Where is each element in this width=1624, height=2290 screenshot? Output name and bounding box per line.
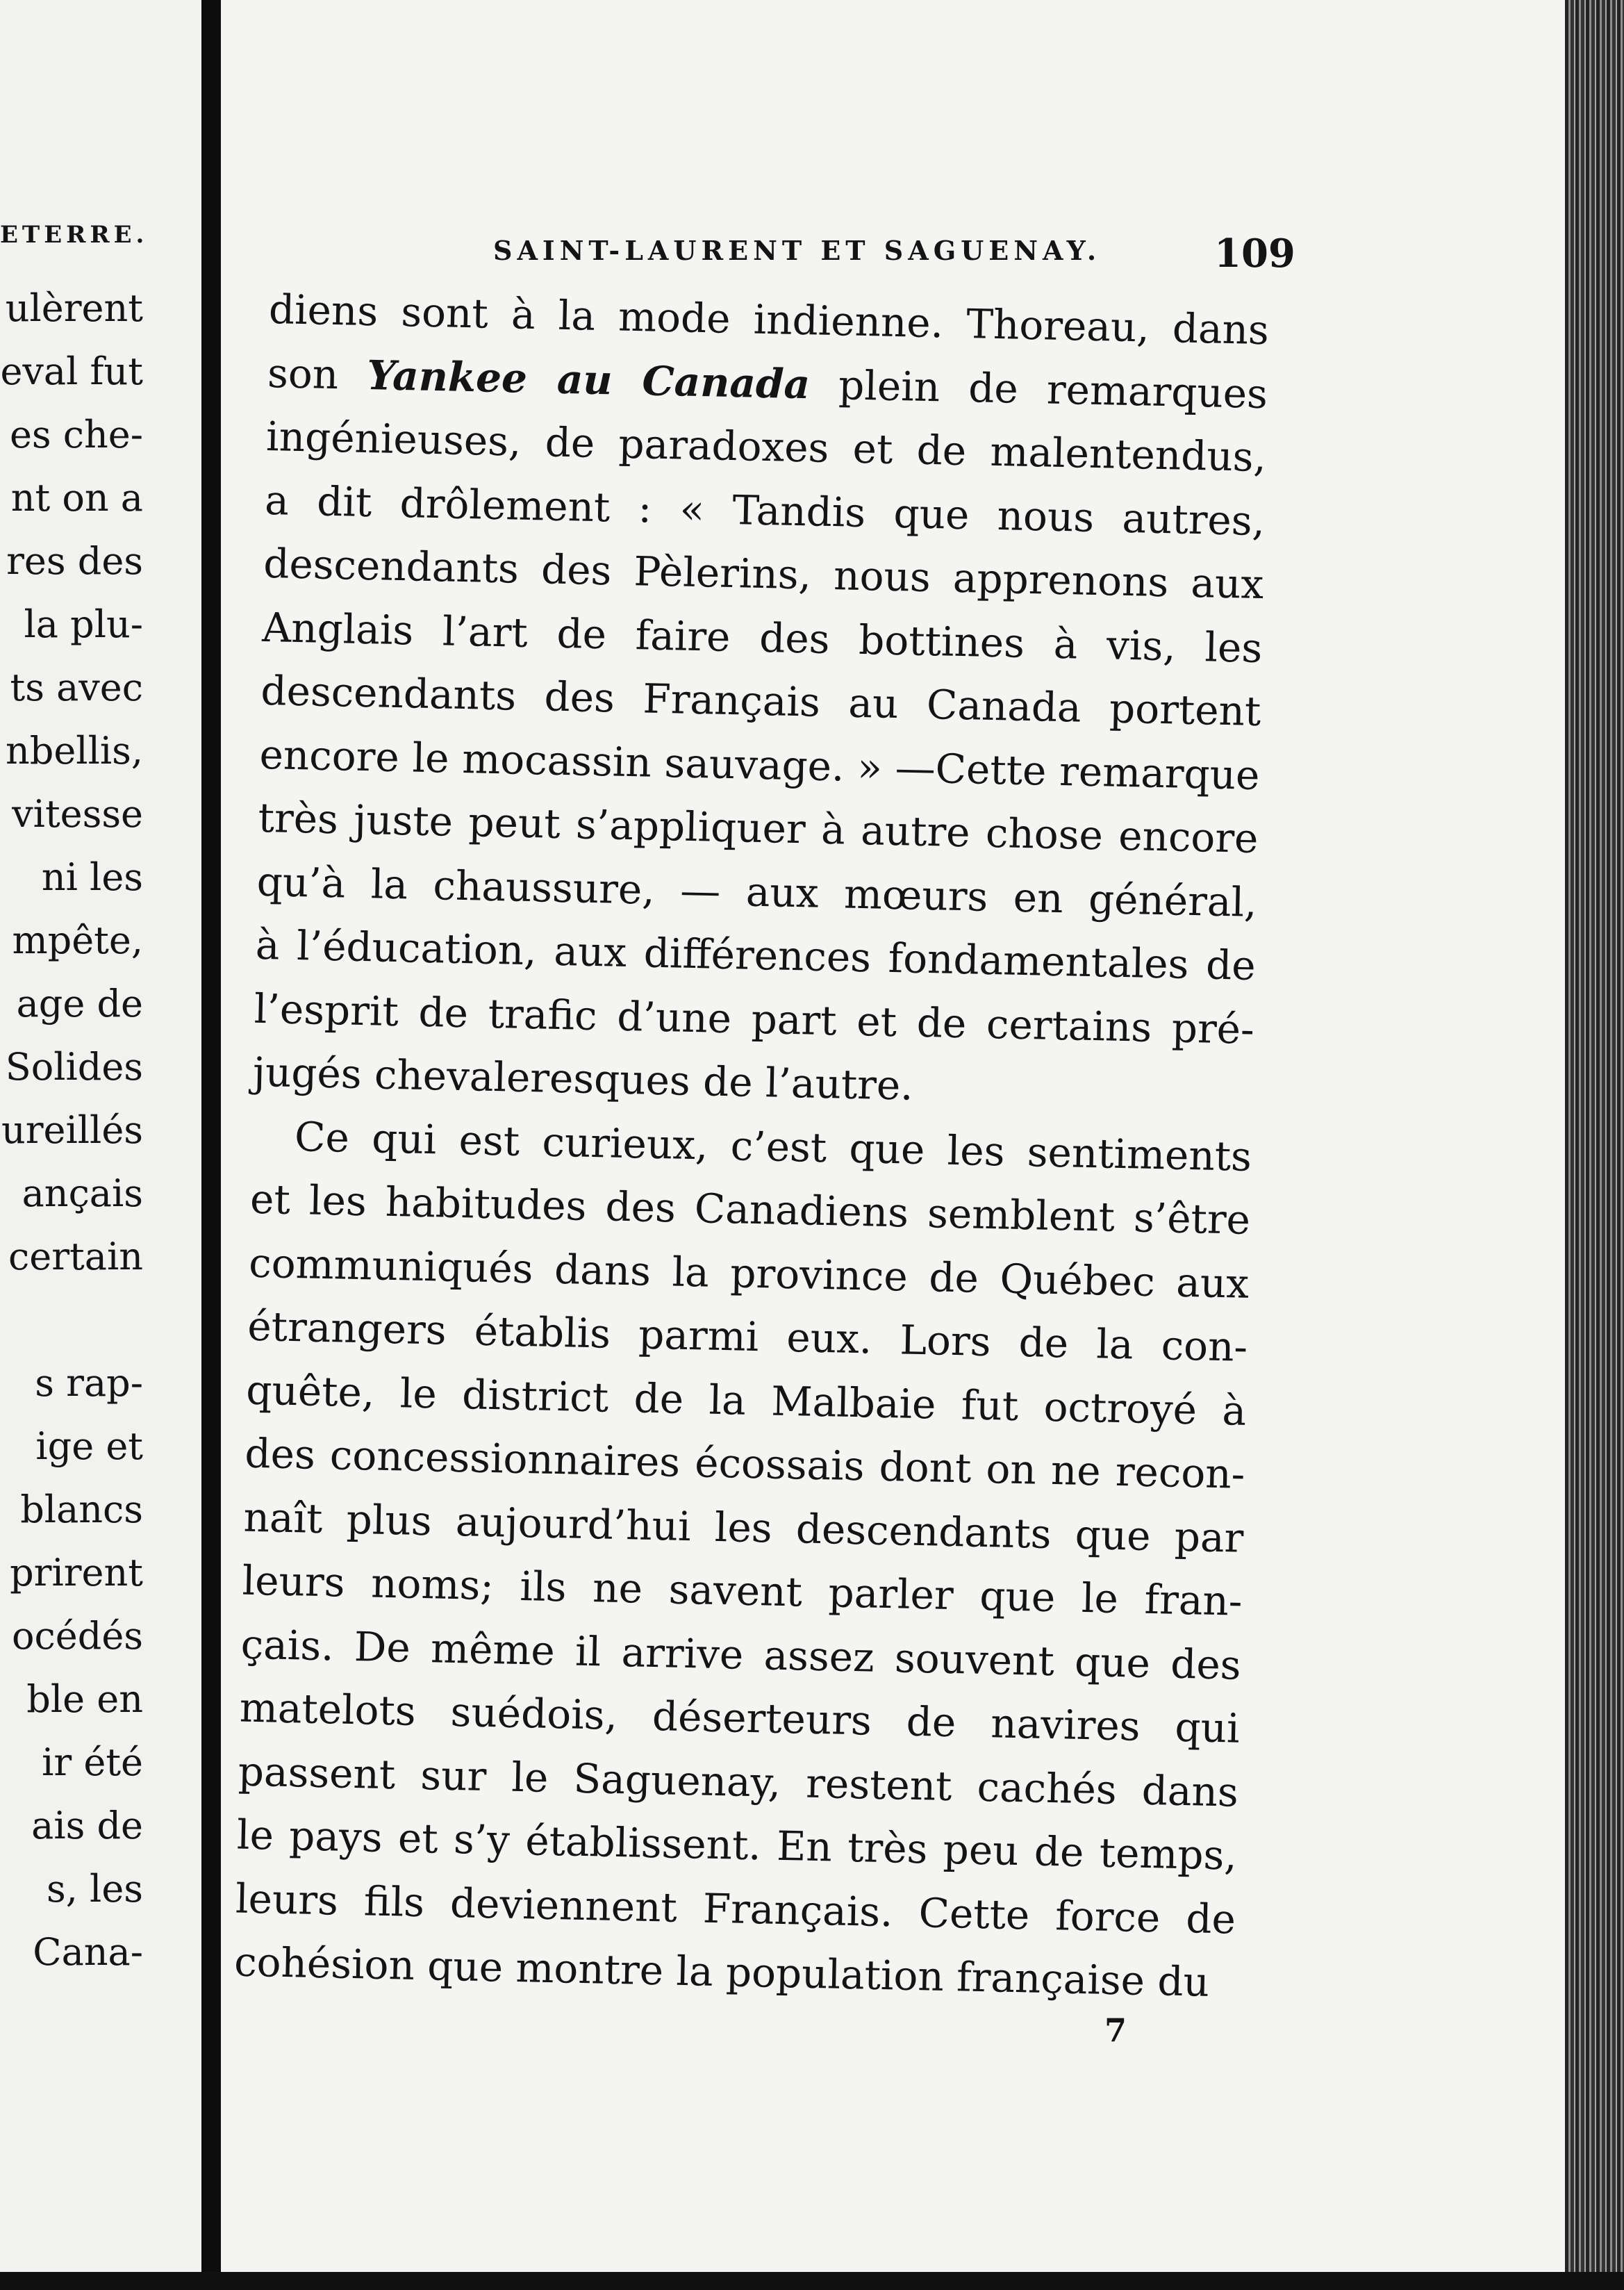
left-line: la plu- xyxy=(24,602,143,646)
left-running-head: ETERRE. xyxy=(0,221,149,249)
left-line: vitesse xyxy=(12,792,143,836)
left-line: nbellis, xyxy=(6,729,143,773)
text-line: très juste peut s’appliquer à autre chose encore xyxy=(258,793,1259,862)
text-line: Ce qui est curieux, c’est que les sentiments xyxy=(294,1112,1252,1180)
left-page xyxy=(0,0,201,2290)
text-line: à l’éducation, aux différences fondamentales de xyxy=(255,921,1257,989)
signature-mark: 7 xyxy=(1104,2011,1127,2049)
body-text xyxy=(233,278,1269,2015)
left-line: es che- xyxy=(9,413,143,456)
text-line: a dit drôlement : « Tandis que nous autres, xyxy=(264,476,1266,545)
left-line: s, les xyxy=(47,1867,143,1911)
text-line: des concessionnaires écossais dont on ne recon- xyxy=(244,1429,1245,1498)
left-line: blancs xyxy=(20,1488,143,1531)
text-line: jugés chevaleresques de l’autre. xyxy=(252,1048,914,1110)
left-line: Cana- xyxy=(33,1930,143,1974)
left-line: ni les xyxy=(41,855,143,899)
text-line: çais. De même il arrive assez souvent que des xyxy=(240,1620,1242,1689)
text-line: encore le mocassin sauvage. » —Cette remarque xyxy=(258,730,1261,799)
left-line: age de xyxy=(16,982,143,1025)
left-line: eval fut xyxy=(0,349,143,393)
text-line: quête, le district de la Malbaie fut octroyé à xyxy=(245,1366,1247,1435)
bottom-shadow xyxy=(0,2272,1624,2290)
text-line: ingénieuses, de paradoxes et de malentendus, xyxy=(265,412,1267,481)
left-page-text xyxy=(0,277,143,1984)
left-line: mpête, xyxy=(12,919,143,962)
left-line xyxy=(0,1288,143,1351)
text-line: l’esprit de trafic d’une part et de certains pré- xyxy=(254,985,1255,1053)
left-line: ançais xyxy=(22,1171,143,1215)
text-line: naît plus aujourd’hui les descendants que par xyxy=(242,1493,1245,1562)
left-line: nt on a xyxy=(10,476,143,520)
text-line: descendants des Pèlerins, nous apprenons aux xyxy=(263,539,1264,609)
left-line: Solides xyxy=(5,1045,143,1089)
left-line: ureillés xyxy=(1,1108,143,1152)
text-line: leurs fils deviennent Français. Cette force de xyxy=(235,1874,1236,1943)
text-line: Anglais l’art de faire des bottines à vis, les xyxy=(261,603,1263,672)
text-line: communiqués dans la province de Québec aux xyxy=(248,1239,1250,1308)
text-line: descendants des Français au Canada portent xyxy=(260,666,1261,736)
left-line: océdés xyxy=(12,1614,143,1658)
left-line: ulèrent xyxy=(5,286,143,330)
page-edges xyxy=(1565,0,1624,2290)
text-line: le pays et s’y établissent. En très peu de temps, xyxy=(236,1811,1238,1879)
left-line: ige et xyxy=(35,1424,143,1468)
left-line: prirent xyxy=(10,1551,143,1595)
text-line: qu’à la chaussure, — aux mœurs en général, xyxy=(256,857,1258,926)
text-run: son xyxy=(267,349,368,399)
book-title: Yankee au Canada xyxy=(366,351,811,408)
left-line: ble en xyxy=(26,1677,143,1721)
text-line: cohésion que montre la population française du xyxy=(233,1938,1210,2006)
page-number: 109 xyxy=(1214,231,1295,277)
left-line: certain xyxy=(8,1235,143,1278)
text-line: matelots suédois, déserteurs de navires qui xyxy=(239,1683,1241,1752)
text-run: plein de remarques xyxy=(809,360,1268,418)
running-head: SAINT-LAURENT ET SAGUENAY. xyxy=(493,235,1102,266)
left-line: ais de xyxy=(31,1804,143,1847)
gutter-shadow xyxy=(201,0,221,2290)
text-line: étrangers établis parmi eux. Lors de la con- xyxy=(247,1302,1248,1371)
left-line: res des xyxy=(6,539,143,583)
text-line: et les habitudes des Canadiens semblent s’être xyxy=(249,1175,1251,1244)
left-line: ts avec xyxy=(10,666,143,709)
text-line: diens sont à la mode indienne. Thoreau, dans xyxy=(268,285,1270,354)
text-line: leurs noms; ils ne savent parler que le fran- xyxy=(242,1556,1243,1625)
text-line: passent sur le Saguenay, restent cachés dans xyxy=(238,1747,1239,1816)
left-line: ir été xyxy=(42,1740,143,1784)
left-line: s rap- xyxy=(35,1361,143,1405)
